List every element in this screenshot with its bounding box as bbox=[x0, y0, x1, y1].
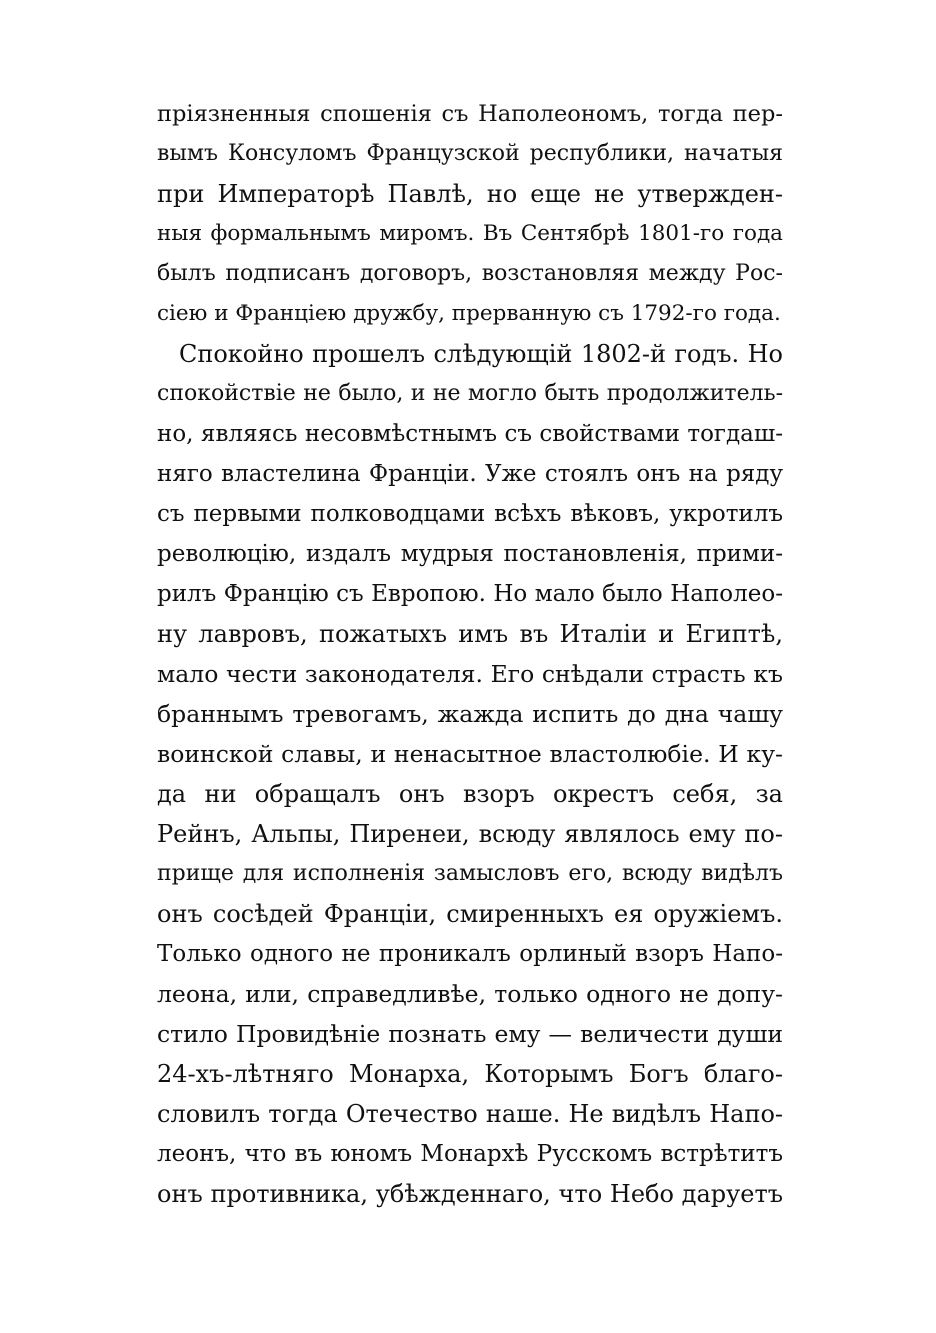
paragraph-start-line: Спокойно прошелъ слѣдующій 1802-й годъ. Но bbox=[179, 340, 783, 368]
text-line: да ни обращалъ онъ взоръ окрестъ себя, за bbox=[157, 780, 783, 808]
text-line: вымъ Консуломъ Французской республики, начатыя bbox=[157, 141, 783, 166]
text-line: леона, или, справедливѣе, только одного не допу- bbox=[157, 980, 783, 1008]
body-text bbox=[157, 94, 783, 1214]
text-line: но, являясь несовмѣстнымъ съ свойствами тогдаш- bbox=[157, 421, 783, 447]
text-line: спокойствіе не было, и не могло быть продолжитель- bbox=[157, 381, 783, 406]
text-line: съ первыми полководцами всѣхъ вѣковъ, укротилъ bbox=[157, 501, 783, 527]
text-line: Только одного не проникалъ орлиный взоръ Напо- bbox=[157, 941, 783, 967]
text-line: Рейнъ, Альпы, Пиренеи, всюду являлось ему по- bbox=[157, 820, 783, 848]
text-line: революцію, издалъ мудрыя постановленія, прими- bbox=[157, 541, 783, 567]
text-line: словилъ тогда Отечество наше. Не видѣлъ Напо- bbox=[157, 1100, 783, 1128]
text-line: онъ сосѣдей Франціи, смиренныхъ ея оружіемъ. bbox=[157, 900, 783, 928]
text-line: онъ противника, убѣжденнаго, что Небо даруетъ bbox=[157, 1180, 783, 1208]
text-line: ну лавровъ, пожатыхъ имъ въ Италіи и Египтѣ, bbox=[157, 620, 783, 648]
text-line: рилъ Францію съ Европою. Но мало было Наполео- bbox=[157, 581, 783, 607]
text-line: мало чести законодателя. Его снѣдали страсть къ bbox=[157, 660, 783, 688]
text-line: при Императорѣ Павлѣ, но еще не утвержден- bbox=[157, 180, 783, 208]
text-line: былъ подписанъ договоръ, возстановляя между Рос- bbox=[157, 261, 783, 286]
text-line: сіею и Франціею дружбу, прерванную съ 1792-го года. bbox=[157, 301, 781, 326]
text-line: стило Провидѣніе познать ему — величести души bbox=[157, 1020, 783, 1048]
text-line: леонъ, что въ юномъ Монархѣ Русскомъ встрѣтитъ bbox=[157, 1141, 783, 1167]
text-line: 24-хъ-лѣтняго Монарха, Которымъ Богъ благо- bbox=[157, 1060, 783, 1088]
text-line: браннымъ тревогамъ, жажда испить до дна чашу bbox=[157, 700, 783, 728]
text-line: воинской славы, и ненасытное властолюбіе. И ку- bbox=[157, 740, 783, 768]
text-line: няго властелина Франціи. Уже стоялъ онъ на ряду bbox=[157, 461, 783, 487]
text-line: прище для исполненія замысловъ его, всюду видѣлъ bbox=[157, 861, 783, 886]
text-line: ныя формальнымъ миромъ. Въ Сентябрѣ 1801-го года bbox=[157, 221, 783, 246]
text-line: пріязненныя спошенія съ Наполеономъ, тогда пер- bbox=[157, 101, 783, 127]
